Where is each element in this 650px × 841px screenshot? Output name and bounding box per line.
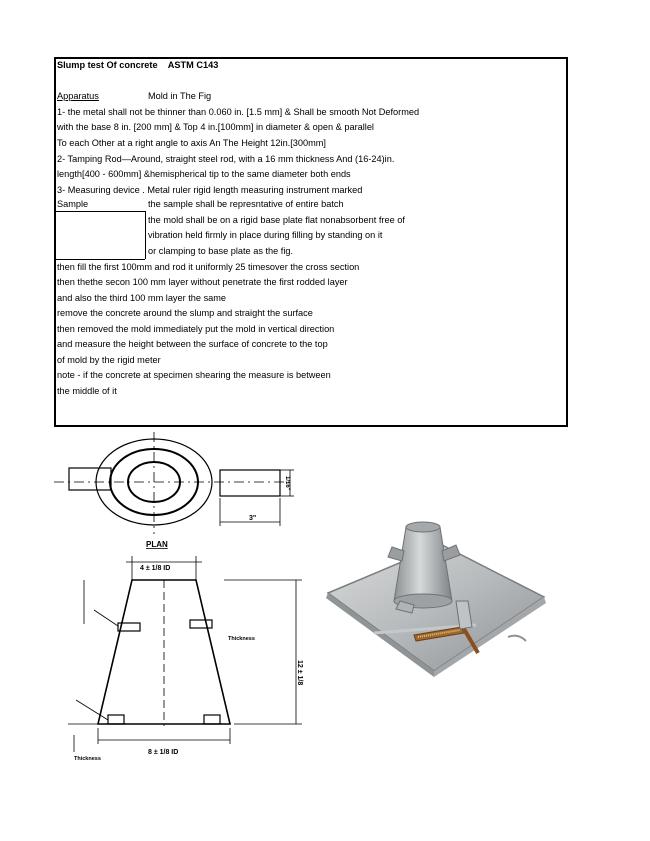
sample-heading: Sample	[57, 199, 89, 209]
procedure-line-7: of mold by the rigid meter	[57, 355, 161, 365]
procedure-line-6: and measure the height between the surface of concrete to the top	[57, 339, 328, 349]
sample-line-4: or clamping to base plate as the fig.	[148, 246, 294, 256]
apparatus-line-1: 1- the metal shall not be thinner than 0.060 in. [1.5 mm] & Shall be smooth Not Deformed	[57, 107, 420, 117]
wall-thickness-label: Thickness	[228, 636, 255, 642]
top-dimension-label: 4 ± 1/8 ID	[140, 565, 171, 572]
sample-line-1: the sample shall be represntative of entire batch	[148, 199, 344, 209]
plan-label: PLAN	[146, 540, 168, 549]
apparatus-heading: Apparatus	[57, 91, 99, 101]
apparatus-note: Mold in The Fig	[148, 91, 212, 101]
apparatus-line-3: To each Other at a right angle to axis An The Height 12in.[300mm]	[57, 138, 326, 148]
sample-line-3: vibration held firmly in place during filling by standing on it	[148, 230, 383, 240]
procedure-line-3: and also the third 100 mm layer the same	[57, 293, 227, 303]
procedure-line-9: the middle of it	[57, 386, 117, 396]
standard-code: ASTM C143	[167, 60, 219, 70]
sample-bottom-rule	[56, 259, 145, 260]
apparatus-line-4: 2- Tamping Rod—Around, straight steel rod, with a 16 mm thickness And (16-24)in.	[57, 154, 395, 164]
plan-left-handle	[69, 468, 111, 490]
sample-column-rule	[145, 211, 146, 259]
slump-cone-photo	[322, 505, 550, 695]
procedure-line-5: then removed the mold immediately put the mold in vertical direction	[57, 324, 335, 334]
plan-small-dimension-label: 1/16"	[284, 476, 290, 491]
sample-underline	[56, 211, 145, 212]
cone	[394, 527, 452, 601]
bottom-dimension-label: 8 ± 1/8 ID	[148, 749, 179, 756]
mold-technical-drawing	[54, 430, 312, 760]
sheet-title: Slump test Of concrete ASTM C143	[57, 60, 219, 70]
plan-right-handle	[220, 470, 280, 496]
height-dimension-label: 12 ± 1/8	[296, 660, 303, 686]
procedure-line-2: then thethe secon 100 mm layer without penetrate the first rodded layer	[57, 277, 348, 287]
procedure-line-4: remove the concrete around the slump and straight the surface	[57, 308, 313, 318]
apparatus-line-5: length[400 - 600mm] &hemispherical tip to the same diameter both ends	[57, 169, 351, 179]
base-thickness-label: Thickness	[74, 756, 101, 760]
apparatus-line-2: with the base 8 in. [200 mm] & Top 4 in.[100mm] in diameter & open & parallel	[57, 122, 374, 132]
procedure-line-1: then fill the first 100mm and rod it uniformly 25 timesover the cross section	[57, 262, 360, 272]
handle-dimension-label: 3"	[249, 515, 257, 522]
apparatus-line-6: 3- Measuring device . Metal ruler rigid length measuring instrument marked	[57, 185, 363, 195]
sample-line-2: the mold shall be on a rigid base plate flat nonabsorbent free of	[148, 215, 405, 225]
procedure-line-8: note - if the concrete at specimen shearing the measure is between	[57, 370, 331, 380]
